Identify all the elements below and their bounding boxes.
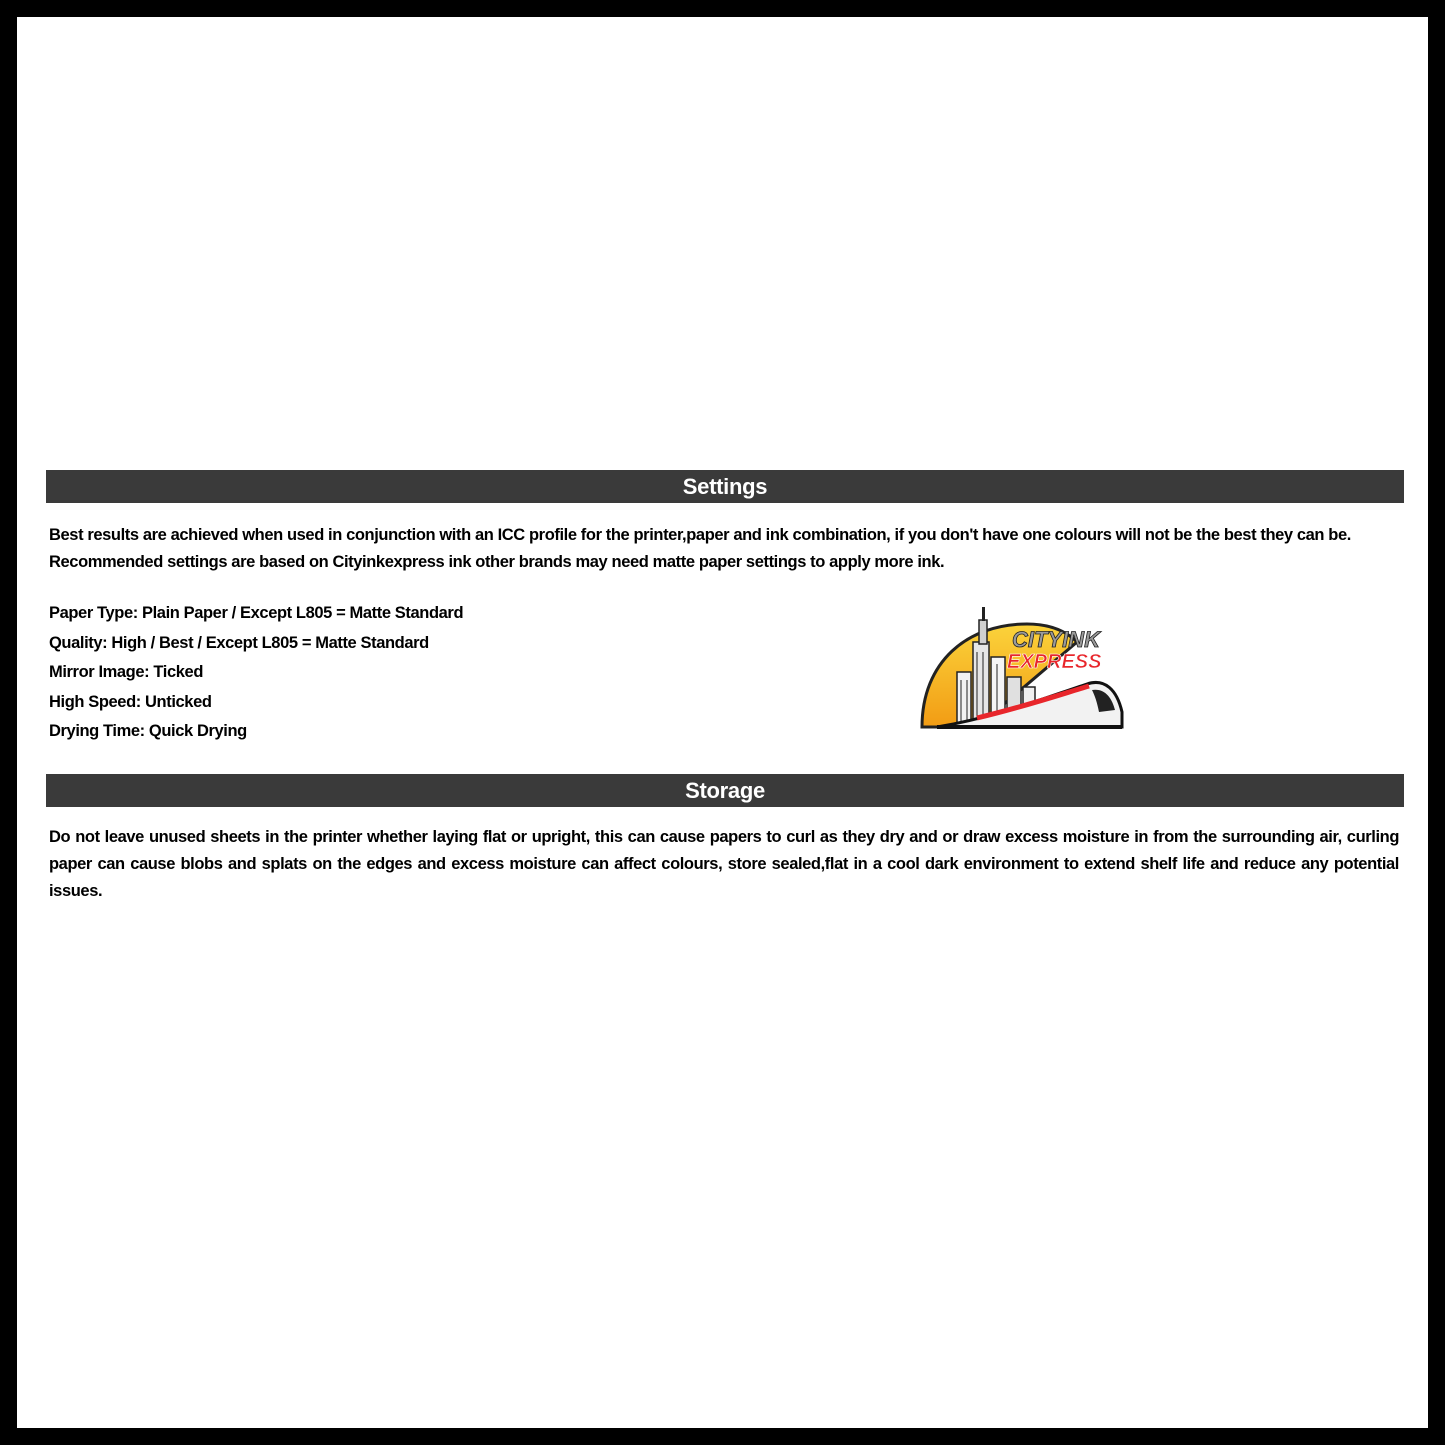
storage-title: Storage (685, 777, 765, 803)
setting-drying-time: Drying Time: Quick Drying (49, 722, 247, 740)
settings-title: Settings (682, 473, 768, 499)
settings-list (49, 599, 749, 747)
storage-header (46, 774, 1404, 807)
settings-intro-line-1: Best results are achieved when used in conjunction with an ICC profile for the printer,paper and ink combination, if you don't have one colours will not be the best they can be. (49, 526, 1351, 544)
setting-quality: Quality: High / Best / Except L805 = Matte Standard (49, 633, 429, 652)
setting-mirror-image: Mirror Image: Ticked (49, 663, 203, 681)
logo-text-express: EXPRESS (1007, 651, 1102, 673)
logo-text-cityink: CITYINK (1012, 627, 1100, 652)
cityinkexpress-logo (917, 602, 1132, 732)
setting-high-speed: High Speed: Unticked (49, 692, 212, 711)
settings-header (46, 470, 1404, 503)
settings-intro-line-2: Recommended settings are based on Cityinkexpress ink other brands may need matte paper settings to apply more ink. (49, 553, 945, 571)
storage-text: Do not leave unused sheets in the printer whether laying flat or upright, this can cause papers to curl as they dry and or draw excess moisture in from the surrounding air, curling paper can cause blobs and splats on the edges and excess moisture can affect colours, store sealed,flat in a cool dark environment to extend shelf life and reduce any potential issues. (49, 828, 1399, 900)
storage-body (49, 824, 1399, 905)
page (17, 17, 1428, 1428)
setting-paper-type: Paper Type: Plain Paper / Except L805 = Matte Standard (49, 604, 464, 622)
settings-intro (49, 522, 1399, 576)
